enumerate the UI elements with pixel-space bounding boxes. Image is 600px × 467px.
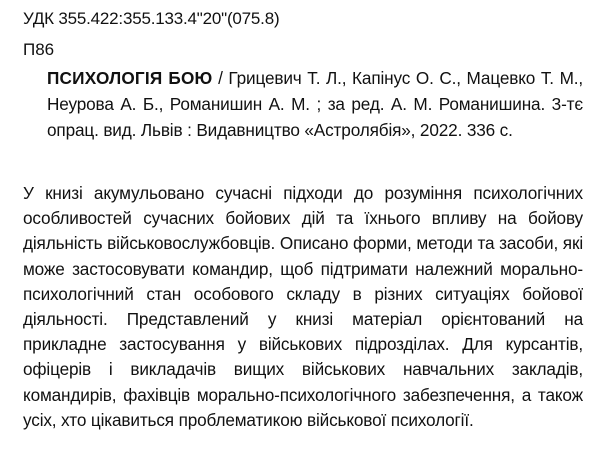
bibliographic-details: / Грицевич Т. Л., Капінус О. С., Мацевко Т. М., Неурова А. Б., Романишин А. М. ; за ред. А. М. Романишина. 3-тє опрац. вид. Львів : Видавництво «Астролябія», 2022. 336 с. <box>47 68 583 140</box>
udk-classification: УДК 355.422:355.133.4"20"(075.8) <box>23 9 280 28</box>
bibliographic-entry <box>47 65 583 143</box>
book-title: ПСИХОЛОГІЯ БОЮ <box>47 68 213 88</box>
author-code: П86 <box>23 40 55 59</box>
book-abstract: У книзі акумульовано сучасні підходи до розуміння психологічних особливостей сучасних бойових дій та їхнього впливу на бойову діяльність військовослужбовців. Описано форми, методи та засоби, які може застосовувати командир, щоб підтримати належний морально-психологічний стан особового складу в різних ситуаціях бойової діяльності. Представлений у книзі матеріал орієнтований на прикладне застосування у військових підрозділах. Для курсантів, офіцерів і викладачів вищих військових навчальних закладів, командирів, фахівців морально-психологічного забезпечення, а також усіх, хто цікавиться проблематикою військової психології. <box>23 183 583 430</box>
